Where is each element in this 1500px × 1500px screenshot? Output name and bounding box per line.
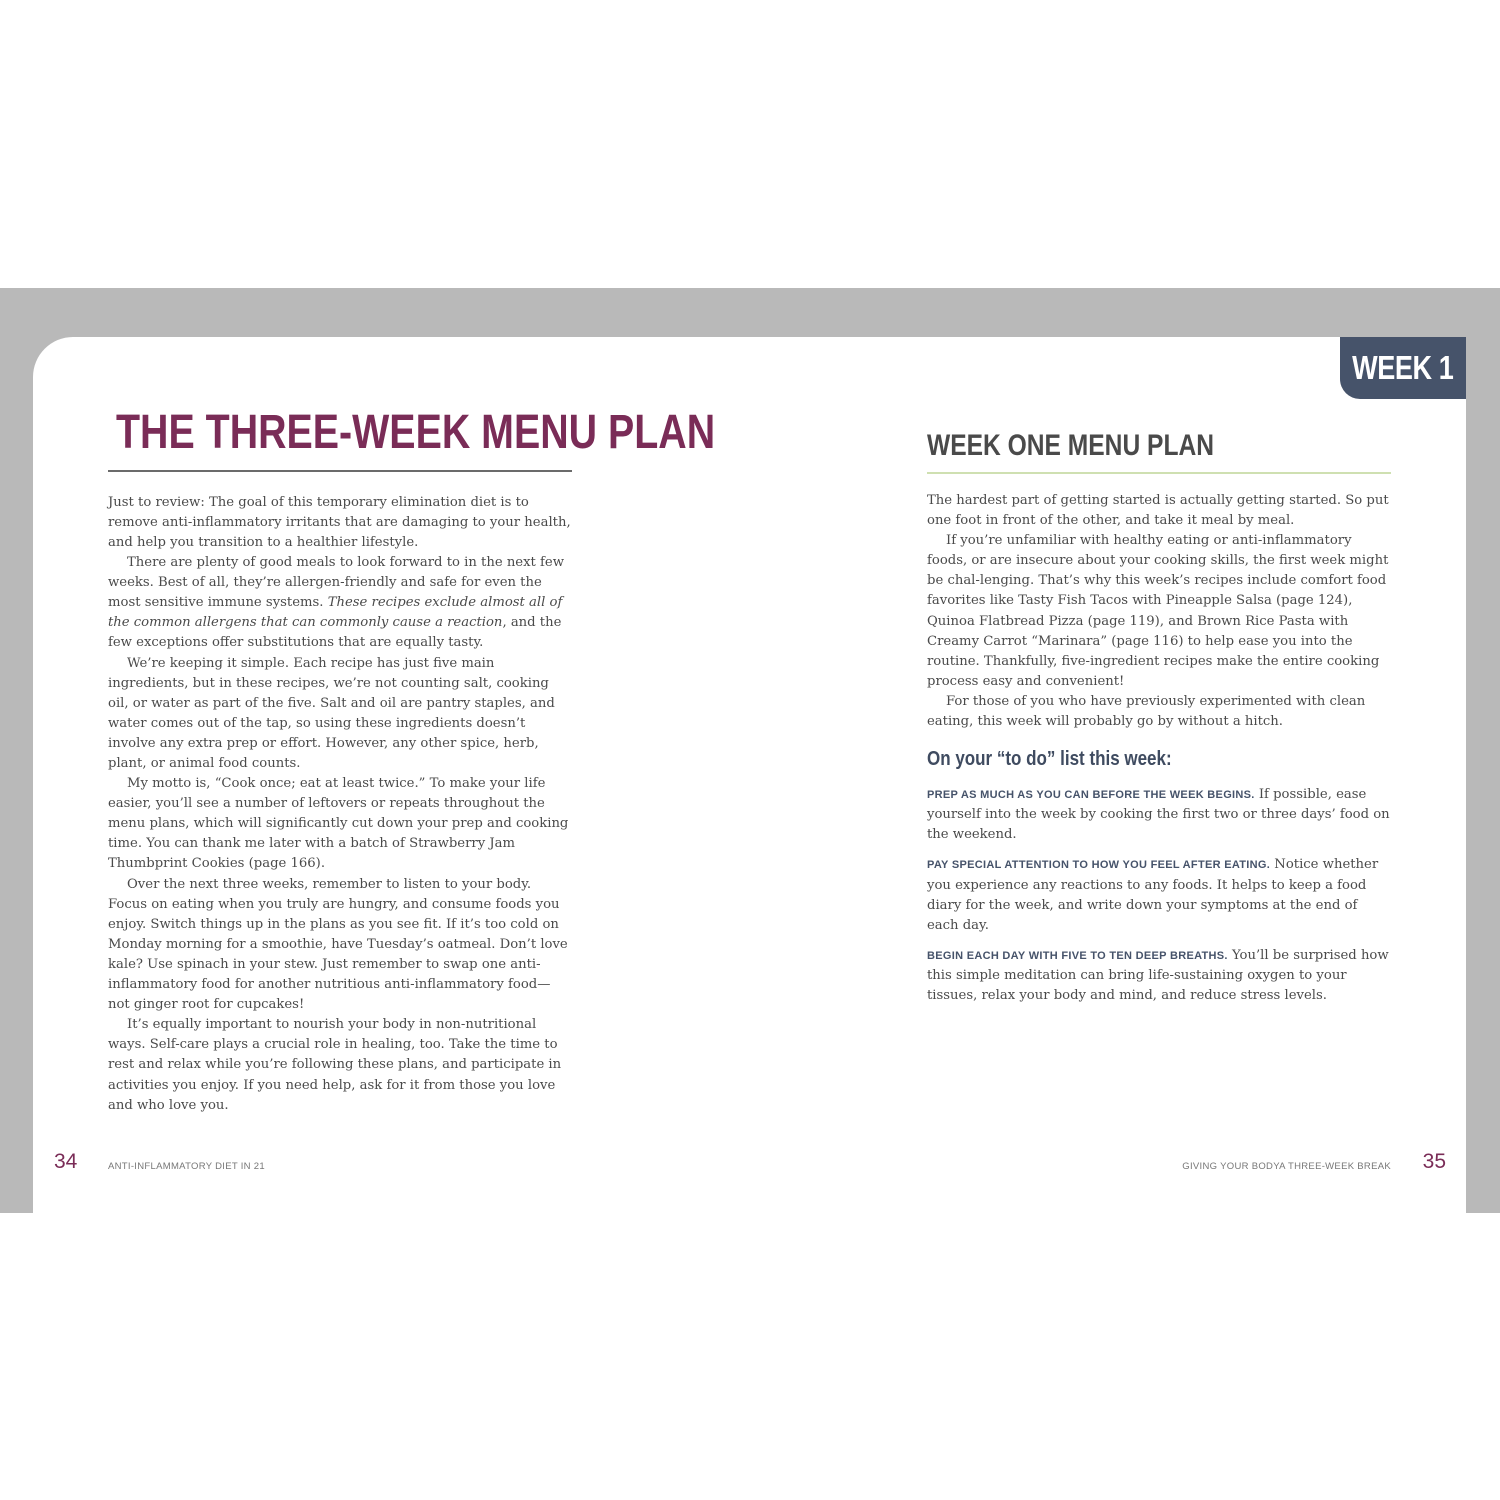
right-body bbox=[927, 491, 1391, 732]
page-number-right: 35 bbox=[1422, 1150, 1446, 1173]
page-title: THE THREE-WEEK MENU PLAN bbox=[116, 406, 716, 459]
page-number-left: 34 bbox=[54, 1150, 78, 1173]
todo-lead: PREP AS MUCH AS YOU CAN BEFORE THE WEEK BEGINS. bbox=[927, 789, 1255, 802]
paragraph: We’re keeping it simple. Each recipe has just five main ingredients, but in these recipes, we’re not counting salt, cooking oil, or water as part of the five. Salt and oil are pantry staples, and water comes out of the tap, so using these ingredients doesn’t involve any extra prep or effort. However, any other spice, herb, plant, or animal food counts. bbox=[108, 655, 555, 772]
paragraph: For those of you who have previously experimented with clean eating, this week will probably go by without a hitch. bbox=[927, 693, 1366, 730]
left-page bbox=[108, 406, 716, 1116]
right-page bbox=[927, 429, 1391, 1016]
title-divider bbox=[108, 470, 572, 472]
todo-text: Notice whether you experience any reactions to any foods. It helps to keep a food diary for the week, and write down your symptoms at the end of each day. bbox=[927, 857, 1379, 933]
todo-item bbox=[927, 855, 1391, 935]
todo-text: If possible, ease yourself into the week by cooking the first two or three days’ food on the weekend. bbox=[927, 787, 1390, 843]
todo-text: You’ll be surprised how this simple meditation can bring life-sustaining oxygen to your tissues, relax your body and mind, and reduce stress levels. bbox=[927, 947, 1389, 1003]
week-tab bbox=[1340, 337, 1466, 399]
paragraph bbox=[108, 553, 572, 653]
section-title: WEEK ONE MENU PLAN bbox=[927, 429, 1215, 462]
week-tab-label: WEEK 1 bbox=[1352, 349, 1454, 386]
running-head-left: ANTI-INFLAMMATORY DIET IN 21 bbox=[108, 1161, 265, 1172]
todo-item bbox=[927, 785, 1391, 845]
running-head-right: GIVING YOUR BODYA THREE-WEEK BREAK bbox=[1182, 1161, 1391, 1172]
paragraph: Over the next three weeks, remember to listen to your body. Focus on eating when you truly are hungry, and consume foods you enjoy. Switch things up in the plans as you see fit. If it’s too cold on Monday morning for a smoothie, have Tuesday’s oatmeal. Don’t love kale? Use spinach in your stew. Just remember to swap one anti-inflammatory food for another nutritious anti-inflammatory food—not ginger root for cupcakes! bbox=[108, 876, 568, 1013]
paragraph: The hardest part of getting started is actually getting started. So put one foot in front of the other, and take it meal by meal. bbox=[927, 493, 1389, 529]
todo-lead: PAY SPECIAL ATTENTION TO HOW YOU FEEL AFTER EATING. bbox=[927, 859, 1271, 872]
todo-list bbox=[927, 785, 1391, 1006]
section-divider bbox=[927, 472, 1391, 474]
left-body bbox=[108, 493, 572, 1116]
book-spread bbox=[33, 337, 1466, 1213]
todo-lead: BEGIN EACH DAY WITH FIVE TO TEN DEEP BREATHS. bbox=[927, 949, 1228, 962]
paragraph: If you’re unfamiliar with healthy eating or anti-inflammatory foods, or are insecure about your cooking skills, the first week might be chal-lenging. That’s why this week’s recipes include comfort food favorites like Tasty Fish Tacos with Pineapple Salsa (page 124), Quinoa Flatbread Pizza (page 119), and Brown Rice Pasta with Creamy Carrot “Marinara” (page 116) to help ease you into the routine. Thankfully, five-ingredient recipes make the entire cooking process easy and convenient! bbox=[927, 533, 1389, 689]
paragraph: It’s equally important to nourish your body in non-nutritional ways. Self-care plays a crucial role in healing, too. Take the time to rest and relax while you’re following these plans, and participate in activities you enjoy. If you need help, ask for it from those you love and who love you. bbox=[108, 1017, 562, 1113]
paragraph: My motto is, “Cook once; eat at least twice.” To make your life easier, you’ll see a number of leftovers or repeats throughout the menu plans, which will significantly cut down your prep and cooking time. You can thank me later with a batch of Strawberry Jam Thumbprint Cookies (page 166). bbox=[108, 776, 569, 872]
paragraph-italic: These recipes exclude almost all of the common allergens that can commonly cause a reaction bbox=[108, 595, 563, 631]
paragraph-text: , and the few exceptions offer substitutions that are equally tasty. bbox=[108, 615, 562, 651]
todo-heading: On your “to do” list this week: bbox=[927, 748, 1172, 771]
paragraph-text: There are plenty of good meals to look forward to in the next few weeks. Best of all, they’re allergen-friendly and safe for even the most sensitive immune systems. bbox=[108, 555, 565, 611]
todo-item bbox=[927, 946, 1391, 1006]
paragraph: Just to review: The goal of this temporary elimination diet is to remove anti-inflammatory irritants that are damaging to your health, and help you transition to a healthier lifestyle. bbox=[108, 494, 571, 550]
